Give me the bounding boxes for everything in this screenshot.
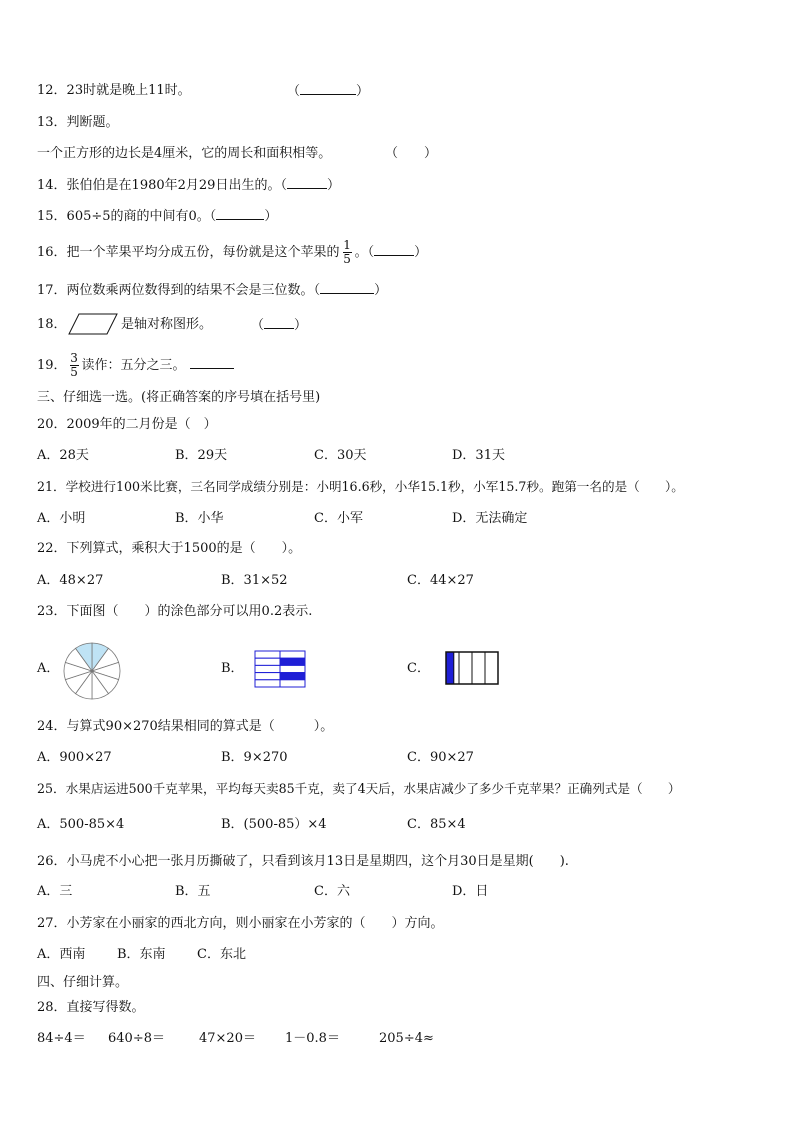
grid-cell <box>280 665 305 672</box>
q20-option-c[interactable]: C．30天 <box>314 448 367 463</box>
question-21 <box>37 478 684 496</box>
q23-figure-c-bar <box>444 650 500 686</box>
parallelogram-figure <box>67 312 119 336</box>
q16-number: 16． <box>37 245 67 260</box>
q20-option-b[interactable]: B．29天 <box>175 448 228 463</box>
grid-cell <box>255 673 280 680</box>
grid-cell <box>280 651 305 658</box>
q20-text: 2009年的二月份是（ ） <box>66 417 217 432</box>
q23-option-b[interactable]: B． <box>221 661 244 676</box>
fraction-numerator: 3 <box>70 351 78 365</box>
q21-option-d[interactable]: D．无法确定 <box>452 511 528 526</box>
bar-cell <box>459 652 472 684</box>
question-20 <box>37 416 217 434</box>
section-3-heading: 三、仔细选一选。(将正确答案的序号填在括号里) <box>37 390 321 405</box>
q28-item-4[interactable]: 1－0.8＝ <box>285 1031 340 1046</box>
q18-text: 是轴对称图形。 <box>121 317 213 332</box>
q19-number: 19． <box>37 358 67 373</box>
q22-option-b[interactable]: B．31×52 <box>221 573 288 588</box>
q16-fraction <box>343 239 352 266</box>
pie-sectors <box>64 643 120 699</box>
grid-cell <box>280 673 305 680</box>
q25-option-b[interactable]: B．(500-85）×4 <box>221 817 327 832</box>
paren-open: （ <box>367 245 375 260</box>
q20-number: 20． <box>37 417 67 432</box>
answer-blank[interactable] <box>264 316 294 329</box>
grid-cell <box>255 680 280 687</box>
question-13 <box>37 114 119 132</box>
question-22 <box>37 540 301 558</box>
q26-text: 小马虎不小心把一张月历撕破了，只看到该月13日是星期四，这个月30日是星期( ). <box>66 854 569 869</box>
q16-text: 把一个苹果平均分成五份，每份就是这个苹果的 <box>66 245 340 260</box>
q27-option-b[interactable]: B．东南 <box>117 947 166 962</box>
paren-open: （ <box>287 84 301 99</box>
answer-blank[interactable] <box>300 82 356 95</box>
q24-option-b[interactable]: B．9×270 <box>221 750 288 765</box>
q28-item-1[interactable]: 84÷4＝ <box>37 1031 86 1046</box>
question-18 <box>37 316 308 334</box>
q22-text: 下列算式，乘积大于1500的是（ ）。 <box>66 541 302 556</box>
q27-option-a[interactable]: A．西南 <box>37 947 86 962</box>
q17-number: 17． <box>37 283 67 298</box>
paren-open: （ <box>251 318 265 333</box>
q13-number: 13． <box>37 115 67 130</box>
q23-text: 下面图（ ）的涂色部分可以用0.2表示. <box>66 604 313 619</box>
q22-option-a[interactable]: A．48×27 <box>37 573 104 588</box>
q21-option-c[interactable]: C．小军 <box>314 511 363 526</box>
question-15 <box>37 207 277 226</box>
grid-cell <box>280 680 305 687</box>
paren-close: ） <box>374 283 388 298</box>
q28-item-2[interactable]: 640÷8＝ <box>108 1031 165 1046</box>
q26-option-c[interactable]: C．六 <box>314 884 350 899</box>
grid-cell <box>280 658 305 665</box>
paren-close: ） <box>264 209 278 224</box>
grid-cell <box>255 651 280 658</box>
q12-text: 23时就是晚上11时。 <box>66 83 191 98</box>
paren-close: ） <box>326 178 340 193</box>
q26-number: 26． <box>37 854 67 869</box>
question-13-statement <box>37 145 438 163</box>
question-27 <box>37 915 444 933</box>
question-12 <box>37 82 370 100</box>
q15-number: 15． <box>37 209 67 224</box>
paren-close: ） <box>414 245 428 260</box>
question-19 <box>37 350 234 382</box>
question-16 <box>37 237 427 269</box>
q21-number: 21． <box>37 479 66 494</box>
q23-number: 23． <box>37 604 67 619</box>
paren-close: ） <box>294 318 308 333</box>
q24-number: 24． <box>37 719 67 734</box>
answer-blank[interactable] <box>374 243 414 256</box>
q25-text: 水果店运进500千克苹果，平均每天卖85千克，卖了4天后，水果店减少了多少千克苹果？正确列式是（ ） <box>65 781 681 796</box>
question-14 <box>37 176 340 195</box>
q12-number: 12． <box>37 83 67 98</box>
q25-option-a[interactable]: A．500-85×4 <box>37 817 125 832</box>
q27-number: 27． <box>37 916 67 931</box>
q27-option-c[interactable]: C．东北 <box>197 947 246 962</box>
q13-text: 判断题。 <box>66 115 119 130</box>
q26-option-b[interactable]: B．五 <box>175 884 211 899</box>
q14-text: 张伯伯是在1980年2月29日出生的。 <box>66 178 281 193</box>
paren-open: （ <box>280 178 287 193</box>
fraction-denominator: 5 <box>343 252 351 266</box>
question-17 <box>37 281 387 300</box>
fraction-numerator: 1 <box>343 238 351 252</box>
q21-text: 学校进行100米比赛，三名同学成绩分别是：小明16.6秒，小华15.1秒，小军15.7秒。跑第一名的是（ ）。 <box>65 479 684 494</box>
q20-option-d[interactable]: D．31天 <box>452 448 505 463</box>
q18-answer-paren[interactable] <box>251 316 307 335</box>
question-23 <box>37 603 312 621</box>
q22-number: 22． <box>37 541 67 556</box>
grid-cells <box>255 651 305 687</box>
q23-option-a[interactable]: A． <box>37 661 60 676</box>
q19-text: 读作：五分之三。 <box>81 358 186 373</box>
q25-number: 25． <box>37 781 66 796</box>
q14-number: 14． <box>37 178 67 193</box>
q26-option-a[interactable]: A．三 <box>37 884 73 899</box>
bar-cell <box>485 652 498 684</box>
q26-option-d[interactable]: D．日 <box>452 884 489 899</box>
answer-blank[interactable] <box>287 176 327 189</box>
q20-option-a[interactable]: A．28天 <box>37 448 89 463</box>
answer-blank[interactable] <box>216 207 264 220</box>
q21-option-b[interactable]: B．小华 <box>175 511 224 526</box>
q28-item-3[interactable]: 47×20＝ <box>199 1031 256 1046</box>
q25-option-c[interactable]: C．85×4 <box>407 817 466 832</box>
paren-close: ） <box>356 84 370 99</box>
q18-number: 18． <box>37 317 67 332</box>
bar-cell <box>472 652 485 684</box>
q22-option-c[interactable]: C．44×27 <box>407 573 474 588</box>
q28-item-5[interactable]: 205÷4≈ <box>379 1031 434 1046</box>
question-28 <box>37 999 145 1017</box>
q17-answer-paren[interactable] <box>314 283 388 298</box>
q17-text: 两位数乘两位数得到的结果不会是三位数。 <box>66 283 314 298</box>
q13-answer-paren[interactable]: （ ） <box>385 146 438 161</box>
question-25 <box>37 780 680 798</box>
q16-answer-paren[interactable] <box>368 245 428 260</box>
q21-option-a[interactable]: A．小明 <box>37 511 86 526</box>
answer-blank[interactable] <box>190 356 234 369</box>
q24-text: 与算式90×270结果相同的算式是（ ）。 <box>66 719 334 734</box>
q14-answer-paren[interactable] <box>280 178 340 193</box>
fraction-denominator: 5 <box>70 365 78 379</box>
q13-sub-text: 一个正方形的边长是4厘米，它的周长和面积相等。 <box>37 146 332 161</box>
q16-tail: 。 <box>354 245 368 260</box>
q19-fraction <box>70 352 79 379</box>
q24-option-c[interactable]: C．90×27 <box>407 750 474 765</box>
q23-figure-b-grid <box>254 650 306 688</box>
bar-cell <box>446 652 454 684</box>
question-26 <box>37 853 569 871</box>
grid-cell <box>255 658 280 665</box>
bar-cells <box>446 652 498 684</box>
section-4-heading: 四、仔细计算。 <box>37 975 129 990</box>
answer-blank[interactable] <box>320 281 374 294</box>
paren-open: （ <box>209 209 217 224</box>
q23-option-c[interactable]: C． <box>407 661 430 676</box>
q15-text: 605÷5的商的中间有0。 <box>66 209 210 224</box>
q23-figure-a-pie <box>62 641 122 701</box>
question-24 <box>37 718 333 736</box>
paren-open: （ <box>313 283 321 298</box>
q24-option-a[interactable]: A．900×27 <box>37 750 112 765</box>
q28-text: 直接写得数。 <box>66 1000 145 1015</box>
q27-text: 小芳家在小丽家的西北方向，则小丽家在小芳家的（ ）方向。 <box>66 916 444 931</box>
grid-cell <box>255 665 280 672</box>
q15-answer-paren[interactable] <box>210 209 278 224</box>
q12-answer-paren[interactable] <box>287 82 369 101</box>
q28-number: 28． <box>37 1000 67 1015</box>
